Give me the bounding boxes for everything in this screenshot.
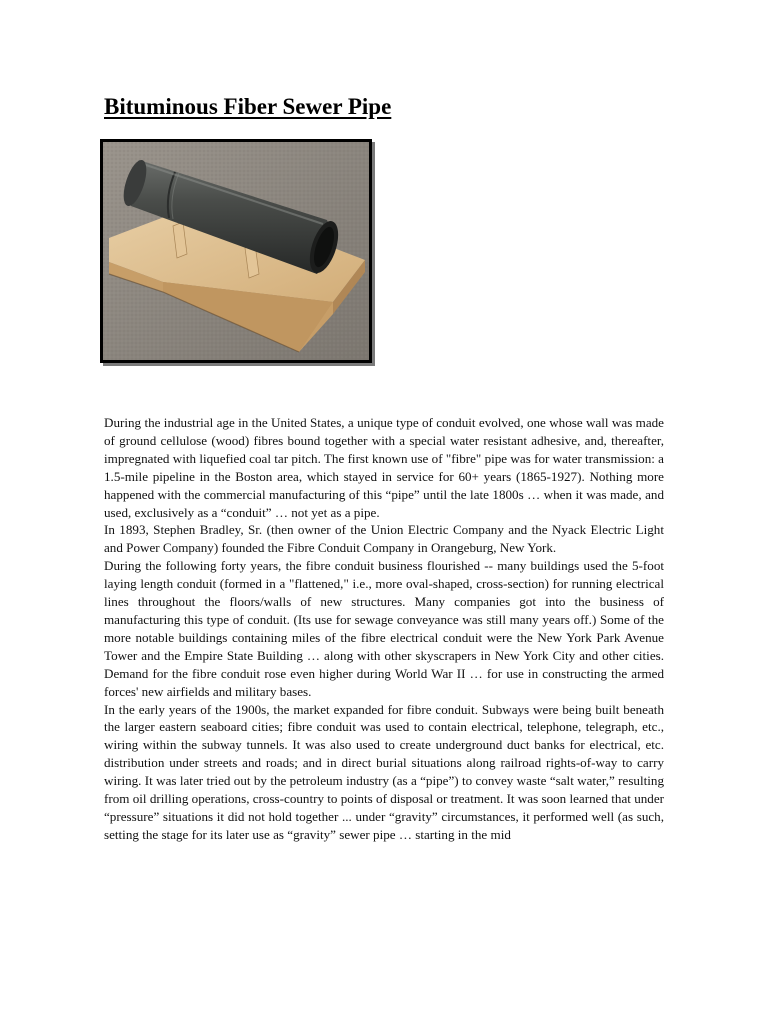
paragraph: During the industrial age in the United States, a unique type of conduit evolved, one whose wall was made of ground cellulose (wood) fibres bound together with a special water resistant adhesive, and, thereafter, impregnated with liquefied coal tar pitch. The first known use of "fibre" pipe was for water transmission: a 1.5-mile pipeline in the Boston area, which stayed in service for 60+ years (1865-1927). Nothing more happened with the commercial manufacturing of this “pipe” until the late 1800s … when it was made, and used, exclusively as a “conduit” … not yet as a pipe.	[104, 415, 664, 520]
body-text	[104, 414, 664, 844]
paragraph: In 1893, Stephen Bradley, Sr. (then owner of the Union Electric Company and the Nyack Electric Light and Power Company) founded the Fibre Conduit Company in Orangeburg, New York.	[104, 522, 664, 556]
document-title: Bituminous Fiber Sewer Pipe	[104, 94, 392, 119]
paragraph: In the early years of the 1900s, the market expanded for fibre conduit. Subways were being built beneath the larger eastern seaboard cities; fibre conduit was used to contain electrical, telephone, telegraph, etc., wiring within the subway tunnels. It was also used to create underground duct banks for electrical, etc. distribution under streets and roads; and in direct burial situations along railroad rights-of-way to carry wiring. It was later tried out by the petroleum industry (as a “pipe”) to convey waste “salt water,” resulting from oil drilling operations, cross-country to points of disposal or treatment. It was soon learned that under “pressure” situations it did not hold together ... under “gravity” circumstances, it performed well (as such, setting the stage for its later use as “gravity” sewer pipe … starting in the mid	[104, 701, 665, 842]
paragraph: During the following forty years, the fibre conduit business flourished -- many buildings used the 5-foot laying length conduit (formed in a "flattened," i.e., more oval-shaped, cross-section) for running electrical lines throughout the floors/walls of new structures. Many companies got into the business of manufacturing this type of conduit. (Its use for sewage conveyance was still many years off.) Some of the more notable buildings containing miles of the fibre electrical conduit were the New York Park Avenue Tower and the Empire State Building … along with other skyscrapers in New York City and other cities. Demand for the fibre conduit rose even higher during World War II … for use in constructing the armed forces' new airfields and military bases.	[104, 558, 664, 699]
pipe-on-stand-icon	[103, 142, 369, 360]
pipe-photo	[100, 139, 372, 363]
